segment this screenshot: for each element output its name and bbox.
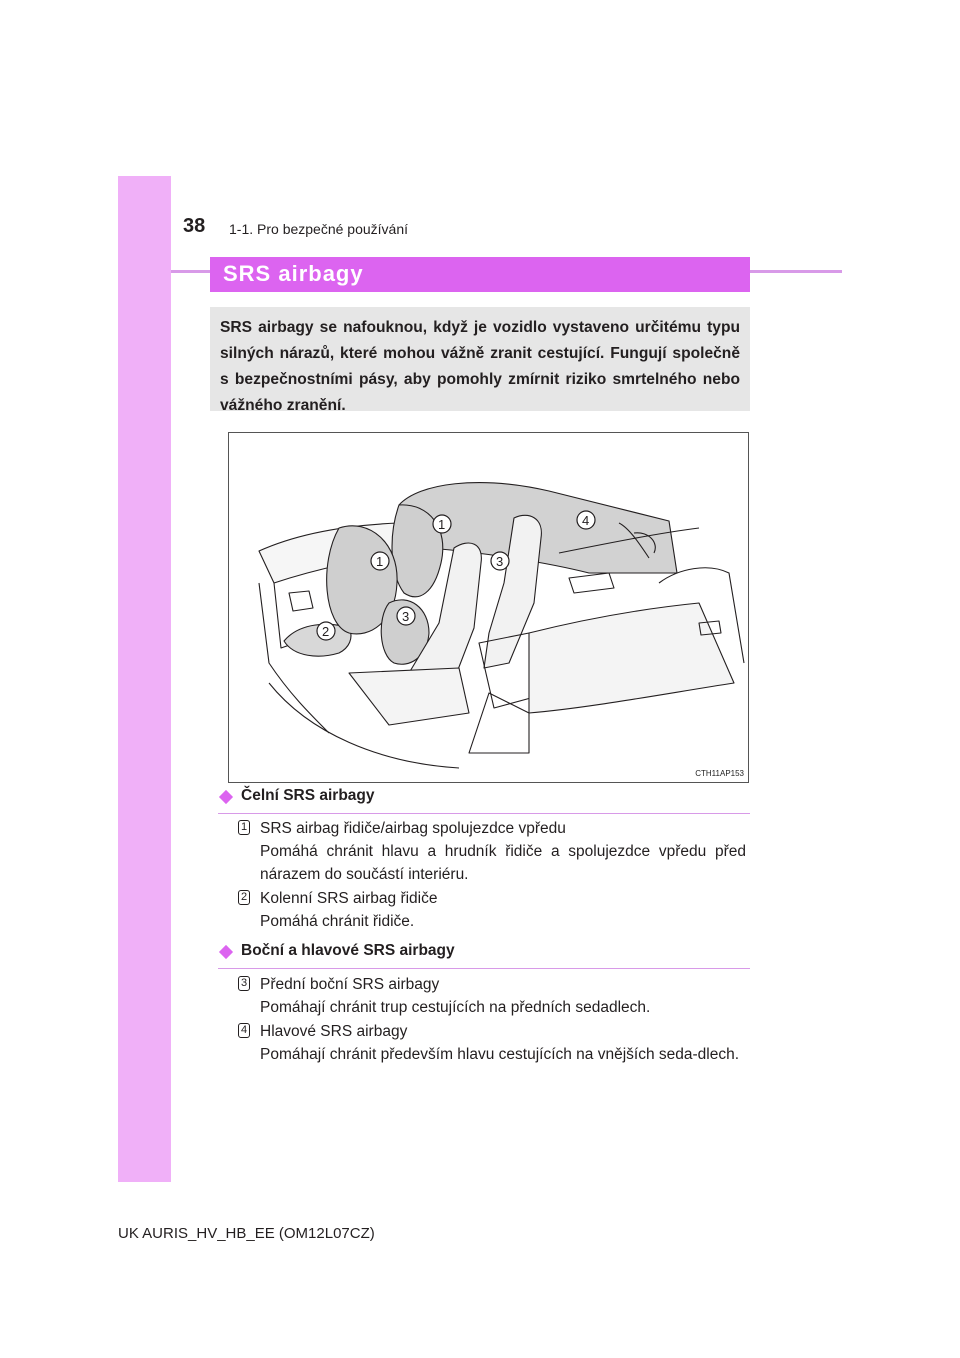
subheading-frontal-airbags [218, 787, 750, 814]
svg-text:3: 3 [496, 554, 504, 569]
diamond-bullet-icon [219, 945, 233, 959]
item-title: Hlavové SRS airbagy [260, 1023, 408, 1040]
callout-3-left [397, 607, 415, 625]
page-number: 38 [183, 215, 206, 237]
side-tab-band [118, 176, 171, 1182]
svg-text:1: 1 [438, 517, 446, 532]
car-interior-drawing [229, 433, 748, 782]
diamond-bullet-icon [219, 790, 233, 804]
callout-1-upper [433, 515, 451, 533]
callout-1-lower [371, 552, 389, 570]
item-number-badge: 3 [238, 976, 250, 991]
section-heading-bar [210, 257, 750, 292]
intro-box [210, 307, 750, 414]
subheading-text: Boční a hlavové SRS airbagy [241, 942, 455, 959]
svg-text:3: 3 [402, 609, 410, 624]
item-description: Pomáhají chránit trup cestujících na předních sedadlech. [260, 999, 651, 1016]
item-number-badge: 1 [238, 820, 250, 835]
subheading-text: Čelní SRS airbagy [241, 787, 375, 804]
item-number-badge: 2 [238, 890, 250, 905]
callout-4 [577, 511, 595, 529]
airbag-illustration [228, 432, 749, 783]
section-title: SRS airbagy [223, 261, 364, 286]
item-description: Pomáhá chránit hlavu a hrudník řidiče a spolujezdce vpředu před nárazem do součástí interiéru. [260, 843, 746, 883]
callout-3-right [491, 552, 509, 570]
chapter-title: 1-1. Pro bezpečné používání [229, 221, 409, 237]
item-title: Přední boční SRS airbagy [260, 976, 440, 993]
svg-text:1: 1 [376, 554, 384, 569]
figure-code: CTH11AP153 [695, 769, 744, 778]
intro-text: SRS airbagy se nafouknou, když je vozidlo vystaveno určitému typu silných nárazů, které mohou vážně zranit cestující. Fungují společně s bezpečnostními pásy, aby pomohly zmírnit riziko smrtelného nebo vážného zranění. [220, 319, 740, 414]
svg-text:4: 4 [582, 513, 590, 528]
item-title: SRS airbag řidiče/airbag spolujezdce vpředu [260, 820, 566, 837]
item-number-badge: 4 [238, 1023, 250, 1038]
footer-document-code: UK AURIS_HV_HB_EE (OM12L07CZ) [118, 1225, 375, 1242]
item-description: Pomáhá chránit řidiče. [260, 913, 415, 930]
callout-2 [317, 622, 335, 640]
svg-text:2: 2 [322, 624, 330, 639]
subheading-side-curtain-airbags [218, 942, 750, 969]
item-description: Pomáhají chránit především hlavu cestujících na vnějších seda-dlech. [260, 1046, 740, 1063]
item-title: Kolenní SRS airbag řidiče [260, 890, 438, 907]
